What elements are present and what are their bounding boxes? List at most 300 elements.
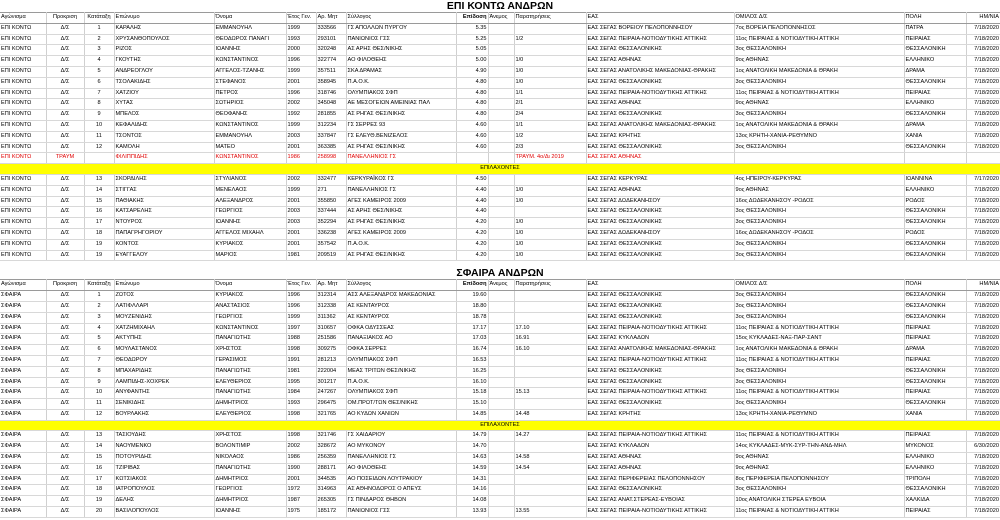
wind-cell — [488, 142, 514, 153]
surname-cell: ΔΕΛΗΣ — [114, 496, 214, 507]
licence-cell: 322774 — [316, 56, 346, 67]
birth-year-cell: 2002 — [286, 174, 316, 185]
wind-cell — [488, 453, 514, 464]
club-cell: ΓΣ ΕΛΕΥΘ.ΒΕΝΙΖΕΛΟΣ — [346, 131, 456, 142]
surname-cell: ΤΖΙΡΙΒΑΣ — [114, 463, 214, 474]
table-row — [0, 66, 1000, 77]
firstname-cell: ΕΜΜΑΝΟΥΗΛ — [214, 23, 286, 34]
column-header: Επίδοση — [456, 13, 488, 24]
column-header: Σύλλογος — [346, 13, 456, 24]
city-cell: ΤΡΙΠΟΛΗ — [904, 474, 966, 485]
rank-cell: 19 — [84, 496, 114, 507]
federation-cell: ΕΑΣ ΣΕΓΑΣ ΘΕΣΣΑΛΟΝΙΚΗΣ — [586, 218, 734, 229]
date-cell: 7/18/2020 — [966, 409, 1000, 420]
wind-cell — [488, 196, 514, 207]
club-cell: Π.Α.Ο.Κ. — [346, 377, 456, 388]
licence-cell: 321765 — [316, 409, 346, 420]
licence-cell: 311362 — [316, 312, 346, 323]
federation-cell: ΕΑΣ ΣΕΓΑΣ ΠΕΙΡΑΙΑ-ΝΟΤΙΟΔΥΤΙΚΗΣ ΑΤΤΙΚΗΣ — [586, 34, 734, 45]
federation-cell: ΕΑΣ ΣΕΓΑΣ ΘΕΣΣΑΛΟΝΙΚΗΣ — [586, 77, 734, 88]
performance-cell: 14.08 — [456, 496, 488, 507]
wind-cell — [488, 334, 514, 345]
performance-cell: 4.20 — [456, 218, 488, 229]
club-cell: ΠΑΝΕΛΛΗΝΙΟΣ ΓΣ — [346, 453, 456, 464]
event-cell: ΕΠΙ ΚΟΝΤΩ — [0, 45, 46, 56]
surname-cell: ΖΩΤΟΣ — [114, 291, 214, 302]
club-cell: ΟΦΚΑ ΟΔΥΣΣΕΑΣ — [346, 323, 456, 334]
table-row — [0, 56, 1000, 67]
event-cell: ΕΠΙ ΚΟΝΤΩ — [0, 196, 46, 207]
wind-cell — [488, 99, 514, 110]
city-cell: ΜΥΚΟΝΟΣ — [904, 442, 966, 453]
qualification-cell: Δ/Σ — [46, 185, 84, 196]
column-header: Προκριση — [46, 13, 84, 24]
group-cell: 9ος ΑΘΗΝΑΣ — [734, 185, 904, 196]
city-cell: ΘΕΣΣΑΛΟΝΙΚΗ — [904, 45, 966, 56]
event-cell: ΕΠΙ ΚΟΝΤΩ — [0, 131, 46, 142]
birth-year-cell: 1990 — [286, 463, 316, 474]
qualification-cell: Δ/Σ — [46, 291, 84, 302]
federation-cell: ΕΑΣ ΣΕΓΑΣ ΘΕΣΣΑΛΟΝΙΚΗΣ — [586, 142, 734, 153]
event-cell: ΣΦΑΙΡΑ — [0, 485, 46, 496]
notes-cell: 1/0 — [514, 250, 586, 261]
group-cell: 10ος ΑΝΑΤΟΛΙΚΗ ΣΤΕΡΕΑ ΕΥΒΟΙΑ — [734, 496, 904, 507]
birth-year-cell: 2001 — [286, 239, 316, 250]
qualification-cell: Δ/Σ — [46, 23, 84, 34]
club-cell: ΓΣ ΑΠΟΛΛΩΝ ΠΥΡΓΟΥ — [346, 23, 456, 34]
birth-year-cell: 1981 — [286, 250, 316, 261]
federation-cell: ΕΑΣ ΣΕΓΑΣ ΘΕΣΣΑΛΟΝΙΚΗΣ — [586, 207, 734, 218]
federation-cell: ΕΑΣ ΣΕΓΑΣ ΑΘΗΝΑΣ — [586, 185, 734, 196]
birth-year-cell: 1987 — [286, 496, 316, 507]
firstname-cell: ΑΝΑΣΤΑΣΙΟΣ — [214, 301, 286, 312]
group-cell: 3ος ΘΕΣΣΑΛΟΝΙΚΗ — [734, 366, 904, 377]
club-cell: ΠΑΝΕΛΛΗΝΙΟΣ ΓΣ — [346, 153, 456, 164]
birth-year-cell: 1996 — [286, 291, 316, 302]
firstname-cell: ΕΜΜΑΝΟΥΗΛ — [214, 131, 286, 142]
qualification-cell: Δ/Σ — [46, 110, 84, 121]
date-cell: 7/18/2020 — [966, 453, 1000, 464]
birth-year-cell: 2003 — [286, 207, 316, 218]
column-header: ΗΜ/ΝΙΑ — [966, 13, 1000, 24]
qualification-cell: Δ/Σ — [46, 377, 84, 388]
performance-cell: 16.10 — [456, 377, 488, 388]
date-cell: 7/18/2020 — [966, 45, 1000, 56]
qualification-cell: Δ/Σ — [46, 99, 84, 110]
rank-cell: 1 — [84, 23, 114, 34]
wind-cell — [488, 66, 514, 77]
club-cell: ΠΑΝΙΩΝΙΟΣ ΓΣΣ — [346, 34, 456, 45]
surname-cell: ΠΑΠΑΓΡΗΓΟΡΙΟΥ — [114, 228, 214, 239]
group-cell: 11ος ΠΕΙΡΑΙΑΣ & ΝΟΤΙΟΔΥΤΙΚΗ ΑΤΤΙΚΗ — [734, 355, 904, 366]
firstname-cell: ΔΗΜΗΤΡΙΟΣ — [214, 399, 286, 410]
wind-cell — [488, 409, 514, 420]
club-cell: ΑΣ ΑΡΗΣ ΘΕΣ/ΝΙΚΗΣ — [346, 45, 456, 56]
event-cell: ΕΠΙ ΚΟΝΤΩ — [0, 218, 46, 229]
rank-cell: 11 — [84, 131, 114, 142]
column-header: Επώνυμο — [114, 280, 214, 291]
date-cell: 7/18/2020 — [966, 196, 1000, 207]
notes-cell — [514, 377, 586, 388]
licence-cell: 185172 — [316, 507, 346, 518]
group-cell: 3ος ΘΕΣΣΑΛΟΝΙΚΗ — [734, 77, 904, 88]
surname-cell: ΛΑΜΠΙΔΗΣ-ΧΟΧΡΕΚ — [114, 377, 214, 388]
club-cell: ΑΓΕΣ ΚΑΜΕΙΡΟΣ 2009 — [346, 196, 456, 207]
licence-cell: 352294 — [316, 218, 346, 229]
table-row — [0, 45, 1000, 56]
surname-cell: ΣΤΙΓΓΑΣ — [114, 185, 214, 196]
performance-cell: 5.35 — [456, 23, 488, 34]
section-shot-put — [0, 267, 1000, 518]
section-title: ΣΦΑΙΡΑ ΑΝΔΡΩΝ — [456, 267, 544, 280]
surname-cell: ΝΤΟΥΡΟΣ — [114, 218, 214, 229]
group-cell: 13ος ΚΡΗΤΗ-ΧΑΝΙΑ-ΡΕΘΥΜΝΟ — [734, 131, 904, 142]
column-header: Παρατηρήσεις — [514, 280, 586, 291]
wind-cell — [488, 323, 514, 334]
rank-cell: 9 — [84, 377, 114, 388]
date-cell: 7/18/2020 — [966, 323, 1000, 334]
wind-cell — [488, 23, 514, 34]
group-cell: 1ος ΑΝΑΤΟΛΙΚΗ ΜΑΚΕΔΟΝΙΑ & ΘΡΑΚΗ — [734, 66, 904, 77]
licence-cell: 296475 — [316, 399, 346, 410]
date-cell: 7/18/2020 — [966, 345, 1000, 356]
column-header: Έτος Γεν. — [286, 280, 316, 291]
licence-cell: 209519 — [316, 250, 346, 261]
table-row — [0, 442, 1000, 453]
performance-cell: 13.93 — [456, 507, 488, 518]
wind-cell — [488, 496, 514, 507]
qualification-cell: Δ/Σ — [46, 334, 84, 345]
rank-cell: 15 — [84, 453, 114, 464]
federation-cell: ΕΑΣ ΣΕΓΑΣ ΘΕΣΣΑΛΟΝΙΚΗΣ — [586, 377, 734, 388]
date-cell: 7/18/2020 — [966, 474, 1000, 485]
surname-cell: ΠΟΤΟΥΡΙΔΗΣ — [114, 453, 214, 464]
event-cell: ΣΦΑΙΡΑ — [0, 399, 46, 410]
federation-cell: ΕΑΣ ΣΕΓΑΣ ΘΕΣΣΑΛΟΝΙΚΗΣ — [586, 366, 734, 377]
birth-year-cell: 1984 — [286, 388, 316, 399]
club-cell: ΚΕΡΚΥΡΑΪΚΟΣ ΓΣ — [346, 174, 456, 185]
licence-cell: 332477 — [316, 174, 346, 185]
rank-cell: 20 — [84, 507, 114, 518]
notes-cell: 1/1 — [514, 120, 586, 131]
rank-cell: 19 — [84, 250, 114, 261]
licence-cell: 314963 — [316, 485, 346, 496]
city-cell: ΘΕΣΣΑΛΟΝΙΚΗ — [904, 250, 966, 261]
event-cell: ΣΦΑΙΡΑ — [0, 345, 46, 356]
surname-cell: ΦΙΛΙΠΠΙΔΗΣ — [114, 153, 214, 164]
firstname-cell: ΚΩΝΣΤΑΝΤΙΝΟΣ — [214, 56, 286, 67]
performance-cell: 4.80 — [456, 110, 488, 121]
group-cell: 9ος ΑΘΗΝΑΣ — [734, 99, 904, 110]
rank-cell: 13 — [84, 431, 114, 442]
notes-cell: 1/2 — [514, 34, 586, 45]
birth-year-cell: 1999 — [286, 23, 316, 34]
event-cell: ΣΦΑΙΡΑ — [0, 323, 46, 334]
date-cell: 7/18/2020 — [966, 355, 1000, 366]
club-cell: ΑΟ ΦΙΛΟΘΕΗΣ — [346, 463, 456, 474]
qualification-cell: Δ/Σ — [46, 174, 84, 185]
notes-cell — [514, 399, 586, 410]
birth-year-cell: 1972 — [286, 485, 316, 496]
column-header: Παρατηρήσεις — [514, 13, 586, 24]
rank-cell: 2 — [84, 34, 114, 45]
table-row — [0, 463, 1000, 474]
surname-cell: ΚΩΤΣΙΑΚΟΣ — [114, 474, 214, 485]
wind-cell — [488, 228, 514, 239]
wind-cell — [488, 301, 514, 312]
qualification-cell: Δ/Σ — [46, 142, 84, 153]
city-cell: ΘΕΣΣΑΛΟΝΙΚΗ — [904, 485, 966, 496]
licence-cell: 336238 — [316, 228, 346, 239]
club-cell: Π.Α.Ο.Κ. — [346, 239, 456, 250]
surname-cell: ΧΑΤΖΗΜΙΧΑΗΛ — [114, 323, 214, 334]
table-row — [0, 174, 1000, 185]
performance-cell: 4.20 — [456, 250, 488, 261]
event-cell: ΕΠΙ ΚΟΝΤΩ — [0, 56, 46, 67]
group-cell: 16ος ΔΩΔΕΚΑΝΗΣΟΥ -ΡΟΔΟΣ — [734, 196, 904, 207]
table-row — [0, 345, 1000, 356]
surname-cell: ΡΙΖΟΣ — [114, 45, 214, 56]
licence-cell: 265305 — [316, 496, 346, 507]
surname-cell: ΝΑΟΥΜΕΝΚΟ — [114, 442, 214, 453]
wind-cell — [488, 110, 514, 121]
rank-cell: 10 — [84, 388, 114, 399]
column-header: Επώνυμο — [114, 13, 214, 24]
firstname-cell: ΜΑΤΕΟ — [214, 142, 286, 153]
city-cell: ΘΕΣΣΑΛΟΝΙΚΗ — [904, 399, 966, 410]
birth-year-cell: 1981 — [286, 366, 316, 377]
city-cell: ΕΛΛΗΝΙΚΟ — [904, 185, 966, 196]
notes-cell — [514, 291, 586, 302]
licence-cell: 310657 — [316, 323, 346, 334]
column-header: ΟΜΙΛΟΣ Δ/Σ — [734, 280, 904, 291]
group-cell: 3ος ΘΕΣΣΑΛΟΝΙΚΗ — [734, 250, 904, 261]
firstname-cell: ΣΩΤΗΡΙΟΣ — [214, 99, 286, 110]
group-cell: 16ος ΔΩΔΕΚΑΝΗΣΟΥ -ΡΟΔΟΣ — [734, 228, 904, 239]
firstname-cell: ΕΛΕΥΘΕΡΙΟΣ — [214, 409, 286, 420]
licence-cell: 312338 — [316, 301, 346, 312]
table-row — [0, 120, 1000, 131]
club-cell: ΑΣ ΚΕΝΤΑΥΡΟΣ — [346, 312, 456, 323]
licence-cell: 355850 — [316, 196, 346, 207]
federation-cell: ΕΑΣ ΣΕΓΑΣ ΘΕΣΣΑΛΟΝΙΚΗΣ — [586, 239, 734, 250]
city-cell: ΘΕΣΣΑΛΟΝΙΚΗ — [904, 239, 966, 250]
column-header: Άνεμος — [488, 13, 514, 24]
column-header: ΠΟΛΗ — [904, 13, 966, 24]
alternates-label: ΕΠΙΛΑΧΟΝΤΕΣ — [0, 164, 1000, 175]
group-cell: 1ος ΑΝΑΤΟΛΙΚΗ ΜΑΚΕΔΟΝΙΑ & ΘΡΑΚΗ — [734, 120, 904, 131]
wind-cell — [488, 463, 514, 474]
firstname-cell: ΚΩΝΣΤΑΝΤΙΝΟΣ — [214, 323, 286, 334]
birth-year-cell: 1993 — [286, 34, 316, 45]
notes-cell: 1/0 — [514, 77, 586, 88]
city-cell: ΕΛΛΗΝΙΚΟ — [904, 453, 966, 464]
city-cell: ΧΑΛΚΙΔΑ — [904, 496, 966, 507]
federation-cell: ΕΑΣ ΣΕΓΑΣ ΔΩΔΕΚΑΝΗΣΟΥ — [586, 228, 734, 239]
surname-cell: ΚΑΜΟΛΗ — [114, 142, 214, 153]
birth-year-cell: 1975 — [286, 507, 316, 518]
federation-cell: ΕΑΣ ΣΕΓΑΣ ΘΕΣΣΑΛΟΝΙΚΗΣ — [586, 250, 734, 261]
table-row — [0, 485, 1000, 496]
qualification-cell: Δ/Σ — [46, 131, 84, 142]
surname-cell: ΣΕΝΙΚΙΔΗΣ — [114, 399, 214, 410]
firstname-cell: ΓΕΩΡΓΙΟΣ — [214, 207, 286, 218]
qualification-cell: Δ/Σ — [46, 88, 84, 99]
rank-cell: 10 — [84, 120, 114, 131]
club-cell: ΟΦΚΑ ΣΕΡΡΕΣ — [346, 345, 456, 356]
notes-cell: 15.13 — [514, 388, 586, 399]
date-cell: 7/18/2020 — [966, 334, 1000, 345]
notes-cell: 1/0 — [514, 56, 586, 67]
federation-cell: ΕΑΣ ΣΕΓΑΣ ΒΟΡΕΙΟΥ ΠΕΛΟΠΟΝΝΗΣΟΥ — [586, 23, 734, 34]
notes-cell: 1/0 — [514, 185, 586, 196]
wind-cell — [488, 250, 514, 261]
club-cell: ΣΚΑ ΔΡΑΜΑΣ — [346, 66, 456, 77]
qualification-cell: Δ/Σ — [46, 239, 84, 250]
performance-cell: 4.60 — [456, 142, 488, 153]
rank-cell: 13 — [84, 174, 114, 185]
notes-cell — [514, 355, 586, 366]
firstname-cell: ΣΤΕΦΑΝΟΣ — [214, 77, 286, 88]
group-cell: 3ος ΘΕΣΣΑΛΟΝΙΚΗ — [734, 45, 904, 56]
birth-year-cell: 2001 — [286, 142, 316, 153]
notes-cell: ΤΡΑΥΜ. 4ο/Δι 2019 — [514, 153, 586, 164]
wind-cell — [488, 485, 514, 496]
notes-cell — [514, 23, 586, 34]
city-cell: ΡΟΔΟΣ — [904, 228, 966, 239]
column-header: Έτος Γεν. — [286, 13, 316, 24]
wind-cell — [488, 377, 514, 388]
licence-cell: 271 — [316, 185, 346, 196]
date-cell: 7/18/2020 — [966, 99, 1000, 110]
alternates-separator-row — [0, 420, 1000, 431]
date-cell: 7/18/2020 — [966, 507, 1000, 518]
licence-cell: 344535 — [316, 474, 346, 485]
club-cell: ΑΣ ΡΗΓΑΣ ΘΕΣ/ΝΙΚΗΣ — [346, 250, 456, 261]
surname-cell: ΠΑΘΙΑΚΗΣ — [114, 196, 214, 207]
city-cell: ΠΕΙΡΑΙΑΣ — [904, 431, 966, 442]
firstname-cell: ΔΗΜΗΤΡΙΟΣ — [214, 474, 286, 485]
wind-cell — [488, 120, 514, 131]
firstname-cell: ΙΩΑΝΝΗΣ — [214, 507, 286, 518]
event-cell: ΣΦΑΙΡΑ — [0, 431, 46, 442]
qualification-cell: Δ/Σ — [46, 442, 84, 453]
federation-cell: ΕΑΣ ΣΕΓΑΣ ΘΕΣΣΑΛΟΝΙΚΗΣ — [586, 312, 734, 323]
birth-year-cell: 2001 — [286, 228, 316, 239]
rank-cell — [84, 153, 114, 164]
column-header: Όνομα — [214, 13, 286, 24]
date-cell: 7/18/2020 — [966, 207, 1000, 218]
surname-cell: ΑΝΥΦΑΝΤΗΣ — [114, 388, 214, 399]
club-cell: ΓΣ ΠΙΝΔΑΡΟΣ ΘΗΒΩΝ — [346, 496, 456, 507]
table-row — [0, 250, 1000, 261]
group-cell: 3ος ΘΕΣΣΑΛΟΝΙΚΗ — [734, 399, 904, 410]
birth-year-cell: 1998 — [286, 409, 316, 420]
licence-cell: 358945 — [316, 77, 346, 88]
surname-cell: ΜΟΥΛΑΣΤΑΝΟΣ — [114, 345, 214, 356]
rank-cell: 19 — [84, 239, 114, 250]
performance-cell: 16.53 — [456, 355, 488, 366]
surname-cell: ΑΚΤΥΠΗΣ — [114, 334, 214, 345]
event-cell: ΕΠΙ ΚΟΝΤΩ — [0, 120, 46, 131]
event-cell: ΕΠΙ ΚΟΝΤΩ — [0, 153, 46, 164]
group-cell: 3ος ΘΕΣΣΑΛΟΝΙΚΗ — [734, 207, 904, 218]
qualification-cell: Δ/Σ — [46, 45, 84, 56]
rank-cell: 1 — [84, 291, 114, 302]
notes-cell — [514, 301, 586, 312]
federation-cell: ΕΑΣ ΣΕΓΑΣ ΠΕΙΡΑΙΑ-ΝΟΤΙΟΔΥΤΙΚΗΣ ΑΤΤΙΚΗΣ — [586, 431, 734, 442]
column-header: ΠΟΛΗ — [904, 280, 966, 291]
notes-cell — [514, 366, 586, 377]
event-cell: ΣΦΑΙΡΑ — [0, 355, 46, 366]
licence-cell: 318746 — [316, 88, 346, 99]
qualification-cell: Δ/Σ — [46, 507, 84, 518]
wind-cell — [488, 474, 514, 485]
rank-cell: 2 — [84, 301, 114, 312]
rank-cell: 6 — [84, 345, 114, 356]
table-row — [0, 323, 1000, 334]
table-row — [0, 153, 1000, 164]
club-cell: ΓΣ ΧΑΙΔΑΡΙΟΥ — [346, 431, 456, 442]
licence-cell: 293101 — [316, 34, 346, 45]
wind-cell — [488, 131, 514, 142]
city-cell: ΠΕΙΡΑΙΑΣ — [904, 355, 966, 366]
city-cell: ΘΕΣΣΑΛΟΝΙΚΗ — [904, 218, 966, 229]
section-title: ΕΠΙ ΚΟΝΤΩ ΑΝΔΡΩΝ — [446, 0, 554, 12]
qualification-cell: Δ/Σ — [46, 196, 84, 207]
city-cell: ΠΕΙΡΑΙΑΣ — [904, 507, 966, 518]
qualification-cell: Δ/Σ — [46, 77, 84, 88]
federation-cell: ΕΑΣ ΣΕΓΑΣ ΠΕΙΡΑΙΑ-ΝΟΤΙΟΔΥΤΙΚΗΣ ΑΤΤΙΚΗΣ — [586, 323, 734, 334]
club-cell: ΑΓΕΣ ΚΑΜΕΙΡΟΣ 2009 — [346, 228, 456, 239]
notes-cell — [514, 45, 586, 56]
city-cell: ΠΕΙΡΑΙΑΣ — [904, 334, 966, 345]
birth-year-cell: 1996 — [286, 56, 316, 67]
city-cell: ΧΑΝΙΑ — [904, 409, 966, 420]
group-cell: 11ος ΠΕΙΡΑΙΑΣ & ΝΟΤΙΟΔΥΤΙΚΗ ΑΤΤΙΚΗ — [734, 323, 904, 334]
qualification-cell: Δ/Σ — [46, 228, 84, 239]
qualification-cell: Δ/Σ — [46, 474, 84, 485]
date-cell: 7/18/2020 — [966, 56, 1000, 67]
federation-cell: ΕΑΣ ΣΕΓΑΣ ΚΡΗΤΗΣ — [586, 409, 734, 420]
performance-cell — [456, 153, 488, 164]
city-cell: ΠΑΤΡΑ — [904, 23, 966, 34]
rank-cell: 12 — [84, 409, 114, 420]
date-cell: 7/18/2020 — [966, 142, 1000, 153]
notes-cell: 2/3 — [514, 142, 586, 153]
event-cell: ΕΠΙ ΚΟΝΤΩ — [0, 228, 46, 239]
rank-cell: 7 — [84, 88, 114, 99]
date-cell: 7/18/2020 — [966, 23, 1000, 34]
rank-cell: 17 — [84, 218, 114, 229]
performance-cell: 14.85 — [456, 409, 488, 420]
table-row — [0, 388, 1000, 399]
notes-cell — [514, 174, 586, 185]
event-cell: ΕΠΙ ΚΟΝΤΩ — [0, 142, 46, 153]
table-row — [0, 366, 1000, 377]
group-cell: 7ος ΒΟΡΕΙΑ ΠΕΛΟΠΟΝΝΗΣΟΣ — [734, 23, 904, 34]
wind-cell — [488, 77, 514, 88]
performance-cell: 14.63 — [456, 453, 488, 464]
firstname-cell: ΣΤΥΛΙΑΝΟΣ — [214, 174, 286, 185]
column-header: Σύλλογος — [346, 280, 456, 291]
column-header: ΗΜ/ΝΙΑ — [966, 280, 1000, 291]
federation-cell: ΕΑΣ ΣΕΓΑΣ ΑΝΑΤΟΛΙΚΗΣ ΜΑΚΕΔΟΝΙΑΣ-ΘΡΑΚΗΣ — [586, 66, 734, 77]
federation-cell: ΕΑΣ ΣΕΓΑΣ ΠΕΙΡΑΙΑ-ΝΟΤΙΟΔΥΤΙΚΗΣ ΑΤΤΙΚΗΣ — [586, 88, 734, 99]
event-cell: ΕΠΙ ΚΟΝΤΩ — [0, 99, 46, 110]
date-cell: 7/18/2020 — [966, 110, 1000, 121]
firstname-cell: ΠΑΝΑΓΙΩΤΗΣ — [214, 388, 286, 399]
